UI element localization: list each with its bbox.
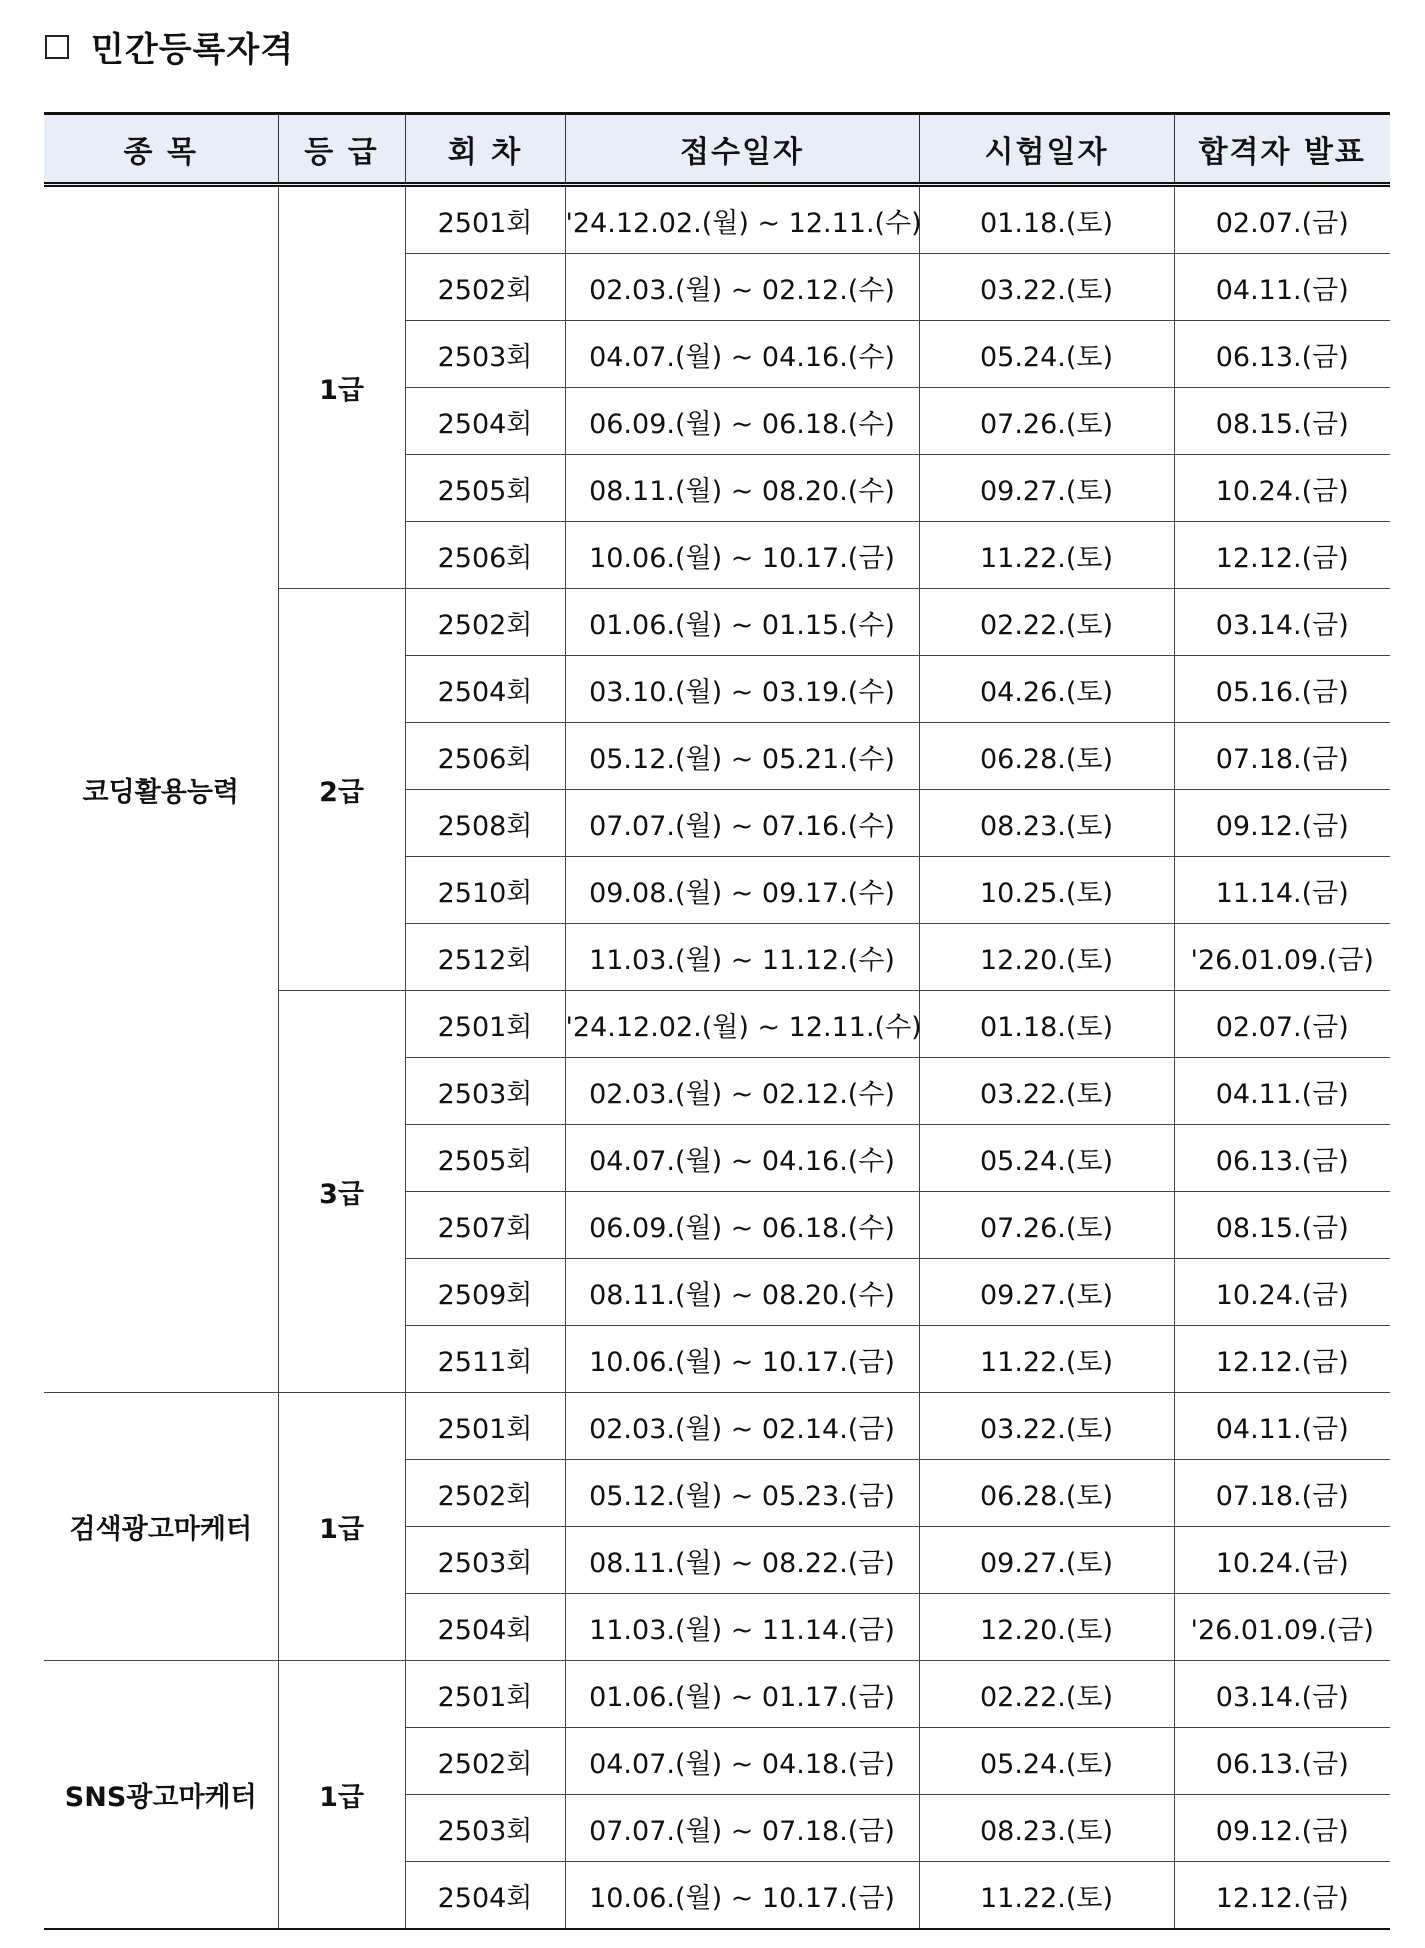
header-registration-date: 접수일자 xyxy=(565,114,919,185)
table-row xyxy=(44,1661,1390,1728)
exam-date-cell: 03.22.(토) xyxy=(919,254,1174,321)
registration-date-cell: 01.06.(월) ~ 01.17.(금) xyxy=(565,1661,919,1728)
result-date-cell: 06.13.(금) xyxy=(1174,321,1390,388)
round-cell: 2502회 xyxy=(405,589,565,656)
round-cell: 2512회 xyxy=(405,924,565,991)
exam-date-cell: 09.27.(토) xyxy=(919,455,1174,522)
exam-date-cell: 01.18.(토) xyxy=(919,991,1174,1058)
table-header-row xyxy=(44,114,1390,185)
round-cell: 2505회 xyxy=(405,1125,565,1192)
page-title xyxy=(45,22,294,71)
table-row xyxy=(44,185,1390,254)
checkbox-square-icon xyxy=(45,35,69,59)
result-date-cell: 09.12.(금) xyxy=(1174,1795,1390,1862)
registration-date-cell: 10.06.(월) ~ 10.17.(금) xyxy=(565,522,919,589)
result-date-cell: 08.15.(금) xyxy=(1174,388,1390,455)
grade-cell: 1급 xyxy=(278,185,405,589)
registration-date-cell: 08.11.(월) ~ 08.20.(수) xyxy=(565,455,919,522)
header-exam-date: 시험일자 xyxy=(919,114,1174,185)
round-cell: 2501회 xyxy=(405,1393,565,1460)
grade-cell: 1급 xyxy=(278,1661,405,1930)
exam-date-cell: 11.22.(토) xyxy=(919,1326,1174,1393)
exam-date-cell: 11.22.(토) xyxy=(919,1862,1174,1930)
exam-date-cell: 07.26.(토) xyxy=(919,388,1174,455)
header-result-date: 합격자 발표 xyxy=(1174,114,1390,185)
registration-date-cell: 09.08.(월) ~ 09.17.(수) xyxy=(565,857,919,924)
exam-date-cell: 04.26.(토) xyxy=(919,656,1174,723)
registration-date-cell: 08.11.(월) ~ 08.22.(금) xyxy=(565,1527,919,1594)
grade-cell: 2급 xyxy=(278,589,405,991)
result-date-cell: 03.14.(금) xyxy=(1174,589,1390,656)
exam-date-cell: 07.26.(토) xyxy=(919,1192,1174,1259)
registration-date-cell: 02.03.(월) ~ 02.12.(수) xyxy=(565,1058,919,1125)
registration-date-cell: 05.12.(월) ~ 05.21.(수) xyxy=(565,723,919,790)
table-body xyxy=(44,185,1390,1930)
round-cell: 2504회 xyxy=(405,1862,565,1930)
registration-date-cell: 06.09.(월) ~ 06.18.(수) xyxy=(565,1192,919,1259)
result-date-cell: '26.01.09.(금) xyxy=(1174,924,1390,991)
round-cell: 2511회 xyxy=(405,1326,565,1393)
page-title-text: 민간등록자격 xyxy=(91,30,295,70)
result-date-cell: 07.18.(금) xyxy=(1174,1460,1390,1527)
exam-date-cell: 03.22.(토) xyxy=(919,1058,1174,1125)
result-date-cell: 11.14.(금) xyxy=(1174,857,1390,924)
round-cell: 2504회 xyxy=(405,1594,565,1661)
round-cell: 2506회 xyxy=(405,522,565,589)
table-row xyxy=(44,1393,1390,1460)
round-cell: 2503회 xyxy=(405,1058,565,1125)
exam-date-cell: 03.22.(토) xyxy=(919,1393,1174,1460)
round-cell: 2506회 xyxy=(405,723,565,790)
registration-date-cell: 04.07.(월) ~ 04.16.(수) xyxy=(565,1125,919,1192)
exam-date-cell: 06.28.(토) xyxy=(919,723,1174,790)
exam-date-cell: 09.27.(토) xyxy=(919,1527,1174,1594)
round-cell: 2502회 xyxy=(405,1460,565,1527)
registration-date-cell: 10.06.(월) ~ 10.17.(금) xyxy=(565,1862,919,1930)
registration-date-cell: 04.07.(월) ~ 04.16.(수) xyxy=(565,321,919,388)
round-cell: 2502회 xyxy=(405,254,565,321)
registration-date-cell: 10.06.(월) ~ 10.17.(금) xyxy=(565,1326,919,1393)
result-date-cell: 12.12.(금) xyxy=(1174,522,1390,589)
exam-date-cell: 05.24.(토) xyxy=(919,321,1174,388)
round-cell: 2505회 xyxy=(405,455,565,522)
header-grade: 등 급 xyxy=(278,114,405,185)
round-cell: 2501회 xyxy=(405,185,565,254)
result-date-cell: 02.07.(금) xyxy=(1174,991,1390,1058)
result-date-cell: 04.11.(금) xyxy=(1174,254,1390,321)
exam-date-cell: 02.22.(토) xyxy=(919,1661,1174,1728)
category-cell: SNS광고마케터 xyxy=(44,1661,278,1930)
round-cell: 2501회 xyxy=(405,991,565,1058)
result-date-cell: 08.15.(금) xyxy=(1174,1192,1390,1259)
registration-date-cell: 06.09.(월) ~ 06.18.(수) xyxy=(565,388,919,455)
round-cell: 2503회 xyxy=(405,321,565,388)
registration-date-cell: 07.07.(월) ~ 07.16.(수) xyxy=(565,790,919,857)
result-date-cell: 04.11.(금) xyxy=(1174,1393,1390,1460)
registration-date-cell: 11.03.(월) ~ 11.12.(수) xyxy=(565,924,919,991)
round-cell: 2503회 xyxy=(405,1527,565,1594)
registration-date-cell: 03.10.(월) ~ 03.19.(수) xyxy=(565,656,919,723)
exam-date-cell: 08.23.(토) xyxy=(919,790,1174,857)
registration-date-cell: 07.07.(월) ~ 07.18.(금) xyxy=(565,1795,919,1862)
result-date-cell: 07.18.(금) xyxy=(1174,723,1390,790)
category-cell: 코딩활용능력 xyxy=(44,185,278,1393)
result-date-cell: 02.07.(금) xyxy=(1174,185,1390,254)
exam-date-cell: 01.18.(토) xyxy=(919,185,1174,254)
registration-date-cell: 04.07.(월) ~ 04.18.(금) xyxy=(565,1728,919,1795)
result-date-cell: '26.01.09.(금) xyxy=(1174,1594,1390,1661)
result-date-cell: 10.24.(금) xyxy=(1174,1259,1390,1326)
registration-date-cell: 11.03.(월) ~ 11.14.(금) xyxy=(565,1594,919,1661)
result-date-cell: 04.11.(금) xyxy=(1174,1058,1390,1125)
registration-date-cell: 01.06.(월) ~ 01.15.(수) xyxy=(565,589,919,656)
registration-date-cell: '24.12.02.(월) ~ 12.11.(수) xyxy=(565,185,919,254)
header-round: 회 차 xyxy=(405,114,565,185)
result-date-cell: 05.16.(금) xyxy=(1174,656,1390,723)
round-cell: 2504회 xyxy=(405,656,565,723)
round-cell: 2508회 xyxy=(405,790,565,857)
result-date-cell: 06.13.(금) xyxy=(1174,1125,1390,1192)
exam-date-cell: 05.24.(토) xyxy=(919,1125,1174,1192)
registration-date-cell: 02.03.(월) ~ 02.14.(금) xyxy=(565,1393,919,1460)
exam-date-cell: 12.20.(토) xyxy=(919,1594,1174,1661)
result-date-cell: 10.24.(금) xyxy=(1174,1527,1390,1594)
round-cell: 2501회 xyxy=(405,1661,565,1728)
exam-date-cell: 05.24.(토) xyxy=(919,1728,1174,1795)
result-date-cell: 06.13.(금) xyxy=(1174,1728,1390,1795)
exam-date-cell: 09.27.(토) xyxy=(919,1259,1174,1326)
round-cell: 2509회 xyxy=(405,1259,565,1326)
category-cell: 검색광고마케터 xyxy=(44,1393,278,1661)
registration-date-cell: '24.12.02.(월) ~ 12.11.(수) xyxy=(565,991,919,1058)
result-date-cell: 10.24.(금) xyxy=(1174,455,1390,522)
result-date-cell: 03.14.(금) xyxy=(1174,1661,1390,1728)
result-date-cell: 09.12.(금) xyxy=(1174,790,1390,857)
exam-date-cell: 10.25.(토) xyxy=(919,857,1174,924)
exam-date-cell: 06.28.(토) xyxy=(919,1460,1174,1527)
round-cell: 2502회 xyxy=(405,1728,565,1795)
round-cell: 2504회 xyxy=(405,388,565,455)
registration-date-cell: 02.03.(월) ~ 02.12.(수) xyxy=(565,254,919,321)
grade-cell: 1급 xyxy=(278,1393,405,1661)
exam-date-cell: 12.20.(토) xyxy=(919,924,1174,991)
header-category: 종 목 xyxy=(44,114,278,185)
round-cell: 2510회 xyxy=(405,857,565,924)
round-cell: 2507회 xyxy=(405,1192,565,1259)
result-date-cell: 12.12.(금) xyxy=(1174,1326,1390,1393)
grade-cell: 3급 xyxy=(278,991,405,1393)
exam-date-cell: 11.22.(토) xyxy=(919,522,1174,589)
schedule-table xyxy=(44,112,1390,1930)
round-cell: 2503회 xyxy=(405,1795,565,1862)
result-date-cell: 12.12.(금) xyxy=(1174,1862,1390,1930)
registration-date-cell: 08.11.(월) ~ 08.20.(수) xyxy=(565,1259,919,1326)
registration-date-cell: 05.12.(월) ~ 05.23.(금) xyxy=(565,1460,919,1527)
exam-date-cell: 08.23.(토) xyxy=(919,1795,1174,1862)
exam-date-cell: 02.22.(토) xyxy=(919,589,1174,656)
